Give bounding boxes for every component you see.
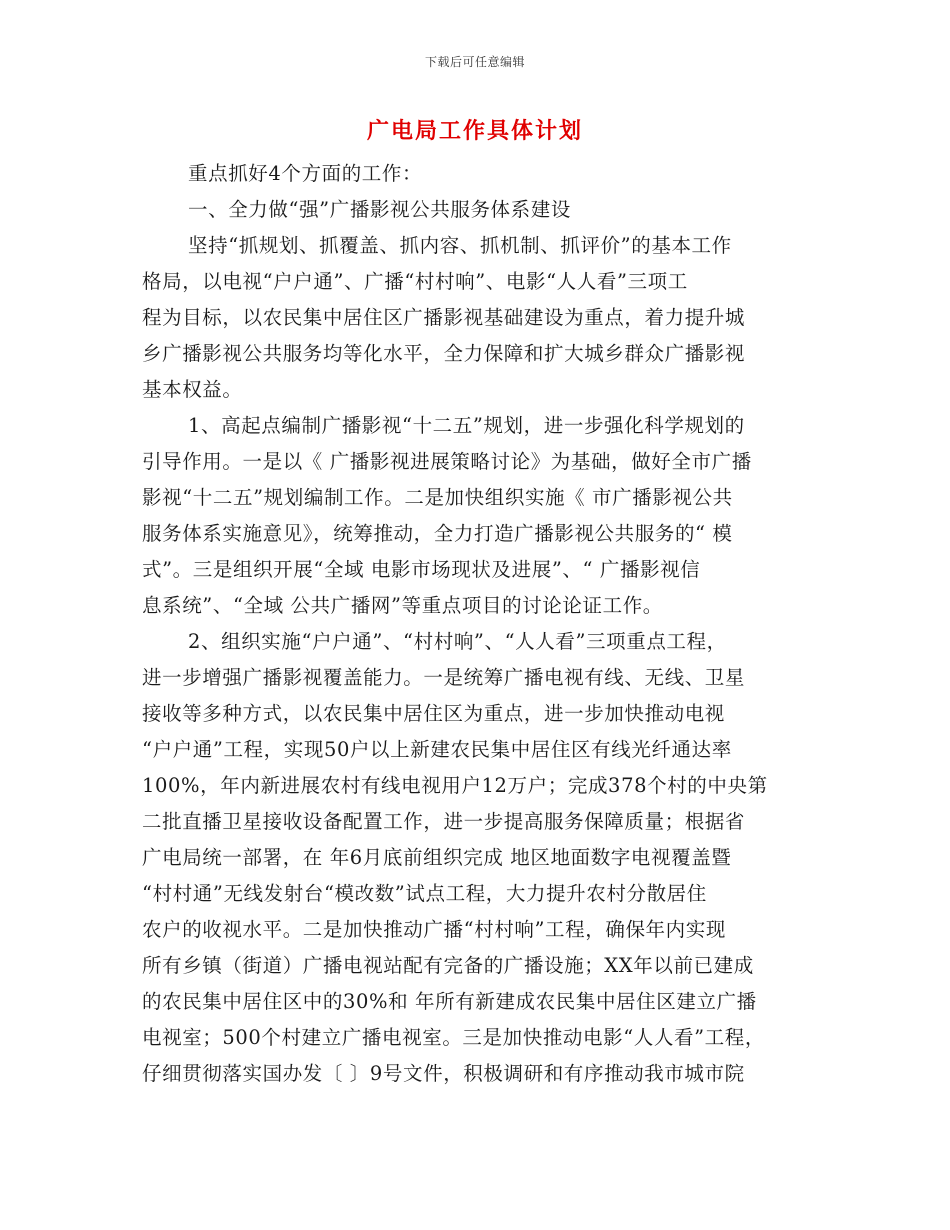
text-line: 格局，以电视“户户通”、广播“村村响”、电影“人人看”三项工 (142, 270, 688, 293)
text-line: 广电局统一部署，在 年6月底前组织完成 地区地面数字电视覆盖暨 (142, 846, 732, 869)
text-line: 基本权益。 (142, 378, 243, 401)
text-line: 一、全力做“强”广播影视公共服务体系建设 (188, 198, 571, 221)
text-line: 息系统”、“全域 公共广播网”等重点项目的讨论论证工作。 (142, 594, 663, 617)
header-note: 下载后可任意编辑 (424, 55, 525, 69)
text-line: 农户的收视水平。二是加快推动广播“村村响”工程，确保年内实现 (142, 918, 726, 941)
text-line: “村村通”无线发射台“模改数”试点工程，大力提升农村分散居住 (142, 882, 707, 905)
document-title: 广电局工作具体计划 (366, 118, 583, 144)
text-line: 2、组织实施“户户通”、“村村响”、“人人看”三项重点工程， (188, 630, 727, 653)
text-line: 乡广播影视公共服务均等化水平，全力保障和扩大城乡群众广播影视 (142, 342, 746, 365)
text-line: “户户通”工程，实现50户以上新建农民集中居住区有线光纤通达率 (142, 738, 732, 761)
text-line: 坚持“抓规划、抓覆盖、抓内容、抓机制、抓评价”的基本工作 (188, 234, 732, 257)
text-line: 二批直播卫星接收设备配置工作，进一步提高服务保障质量；根据省 (142, 810, 746, 833)
text-line: 重点抓好4个方面的工作： (188, 162, 423, 185)
text-line: 仔细贯彻落实国办发〔 〕9号文件，积极调研和有序推动我市城市院 (142, 1062, 745, 1085)
document-body (142, 156, 832, 1092)
text-line: 式”。三是组织开展“全域 电影市场现状及进展”、“ 广播影视信 (142, 558, 701, 581)
text-line: 100%，年内新进展农村有线电视用户12万户；完成378个村的中央第 (142, 774, 768, 797)
text-line: 接收等多种方式，以农民集中居住区为重点，进一步加快推动电视 (142, 702, 725, 725)
text-line: 所有乡镇（街道）广播电视站配有完备的广播设施；XX年以前已建成 (142, 954, 754, 977)
text-line: 进一步增强广播影视覆盖能力。一是统筹广播电视有线、无线、卫星 (142, 666, 746, 689)
text-line: 引导作用。一是以《 广播影视进展策略讨论》为基础，做好全市广播 (142, 450, 752, 473)
text-line: 影视“十二五”规划编制工作。二是加快组织实施《 市广播影视公共 (142, 486, 733, 509)
text-line: 程为目标，以农民集中居住区广播影视基础建设为重点，着力提升城 (142, 306, 746, 329)
text-line: 服务体系实施意见》，统筹推动，全力打造广播影视公共服务的“ 模 (142, 522, 733, 545)
text-line: 的农民集中居住区中的30%和 年所有新建成农民集中居住区建立广播 (142, 990, 757, 1013)
text-line: 1、高起点编制广播影视“十二五”规划，进一步强化科学规划的 (188, 414, 745, 437)
text-line: 电视室；500个村建立广播电视室。三是加快推动电影“人人看”工程， (142, 1026, 765, 1049)
